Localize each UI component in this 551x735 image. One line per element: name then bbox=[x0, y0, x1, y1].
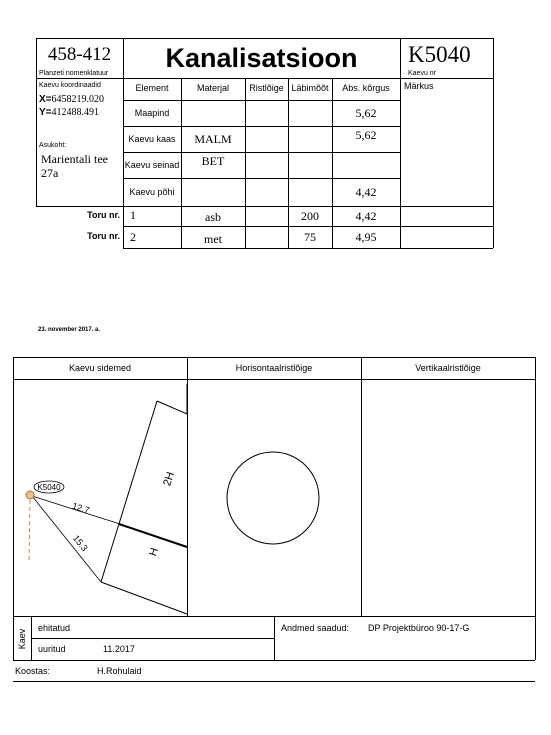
pipe-label: Toru nr. bbox=[87, 231, 120, 241]
pipe-labimoot: 75 bbox=[304, 229, 316, 244]
col-header-korgus: Abs. kõrgus bbox=[342, 83, 390, 93]
building-edge bbox=[101, 582, 187, 614]
pipe-dashed-line bbox=[29, 500, 30, 562]
coords-label: Kaevu koordinaadid bbox=[39, 82, 101, 89]
distance-label-2: 15.3 bbox=[70, 533, 90, 554]
col-header-materjal: Materjal bbox=[196, 83, 229, 93]
horizontal-section-circle bbox=[227, 452, 319, 544]
document-date: 23. november 2017. a. bbox=[38, 327, 101, 333]
building-label-h: H bbox=[147, 546, 162, 558]
row-korgus: 5,62 bbox=[355, 105, 377, 120]
koostas-label: Koostas: bbox=[15, 666, 51, 676]
col-header-ristloige: Ristlõige bbox=[249, 83, 284, 93]
coord-y-value: 412488.491 bbox=[51, 107, 100, 118]
col-header-markus: Märkus bbox=[404, 81, 434, 91]
pipe-nr: 1 bbox=[130, 208, 136, 222]
row-element: Kaevu kaas bbox=[128, 134, 176, 144]
page-title: Kanalisatsioon bbox=[165, 42, 358, 73]
pipe-materjal: met bbox=[204, 231, 222, 246]
row-korgus: 4,42 bbox=[355, 184, 377, 199]
well-id-label: Kaevu nr bbox=[408, 70, 437, 77]
coord-x-label: X= bbox=[39, 94, 52, 105]
location-value: Marientali tee 27a bbox=[41, 152, 108, 180]
measure-line-15-3 bbox=[32, 496, 101, 582]
pipe-korgus: 4,95 bbox=[355, 229, 377, 244]
building-outline bbox=[157, 384, 187, 414]
pipe-nr: 2 bbox=[130, 230, 136, 244]
row-materjal: MALM bbox=[194, 131, 232, 146]
map-code: 458-412 bbox=[47, 44, 112, 65]
location-label: Asukoht: bbox=[39, 142, 67, 149]
col-header-kaevu-sidemed: Kaevu sidemed bbox=[68, 363, 132, 373]
row-element: Maapind bbox=[134, 108, 170, 118]
map-code-label: Planzeti nomenklatuur bbox=[39, 70, 109, 77]
pipe-label: Toru nr. bbox=[87, 210, 120, 220]
side-label: Kaev bbox=[17, 628, 27, 650]
row-korgus: 5,62 bbox=[355, 127, 377, 142]
footer-bottom bbox=[13, 660, 535, 661]
andmed-label: Andmed saadud: bbox=[281, 623, 350, 633]
building-label-2h: 2H bbox=[161, 470, 178, 488]
col-header-element: Element bbox=[135, 83, 169, 93]
coord-y-label: Y= bbox=[39, 107, 52, 118]
row-element: Kaevu põhi bbox=[129, 187, 175, 197]
footer-koostas-line bbox=[13, 681, 535, 682]
uuritud-label: uuritud bbox=[38, 644, 66, 654]
col-header-horisontaal: Horisontaalristlõige bbox=[235, 363, 313, 373]
row-element: Kaevu seinad bbox=[124, 160, 180, 170]
koostas-value: H.Rohulaid bbox=[97, 666, 142, 676]
well-id: K5040 bbox=[408, 42, 471, 67]
col-header-labimoot: Läbimõõt bbox=[291, 83, 329, 93]
ehitatud-label: ehitatud bbox=[38, 623, 71, 633]
uuritud-value: 11.2017 bbox=[103, 644, 135, 654]
section-line bbox=[119, 524, 187, 547]
well-label: K5040 bbox=[37, 483, 61, 492]
pipe-labimoot: 200 bbox=[301, 208, 319, 223]
footer-div2 bbox=[274, 616, 275, 660]
row-materjal: BET bbox=[201, 153, 225, 168]
coord-x-value: 6458219.020 bbox=[51, 94, 105, 105]
footer-mid bbox=[31, 638, 274, 639]
col-header-vertikaal: Vertikaalristlõige bbox=[415, 363, 481, 373]
pipe-korgus: 4,42 bbox=[355, 208, 377, 223]
pipe-materjal: asb bbox=[205, 209, 221, 224]
well-symbol bbox=[26, 491, 34, 499]
distance-label-1: 12.7 bbox=[71, 500, 91, 516]
andmed-value: DP Projektbüroo 90-17-G bbox=[368, 623, 470, 633]
